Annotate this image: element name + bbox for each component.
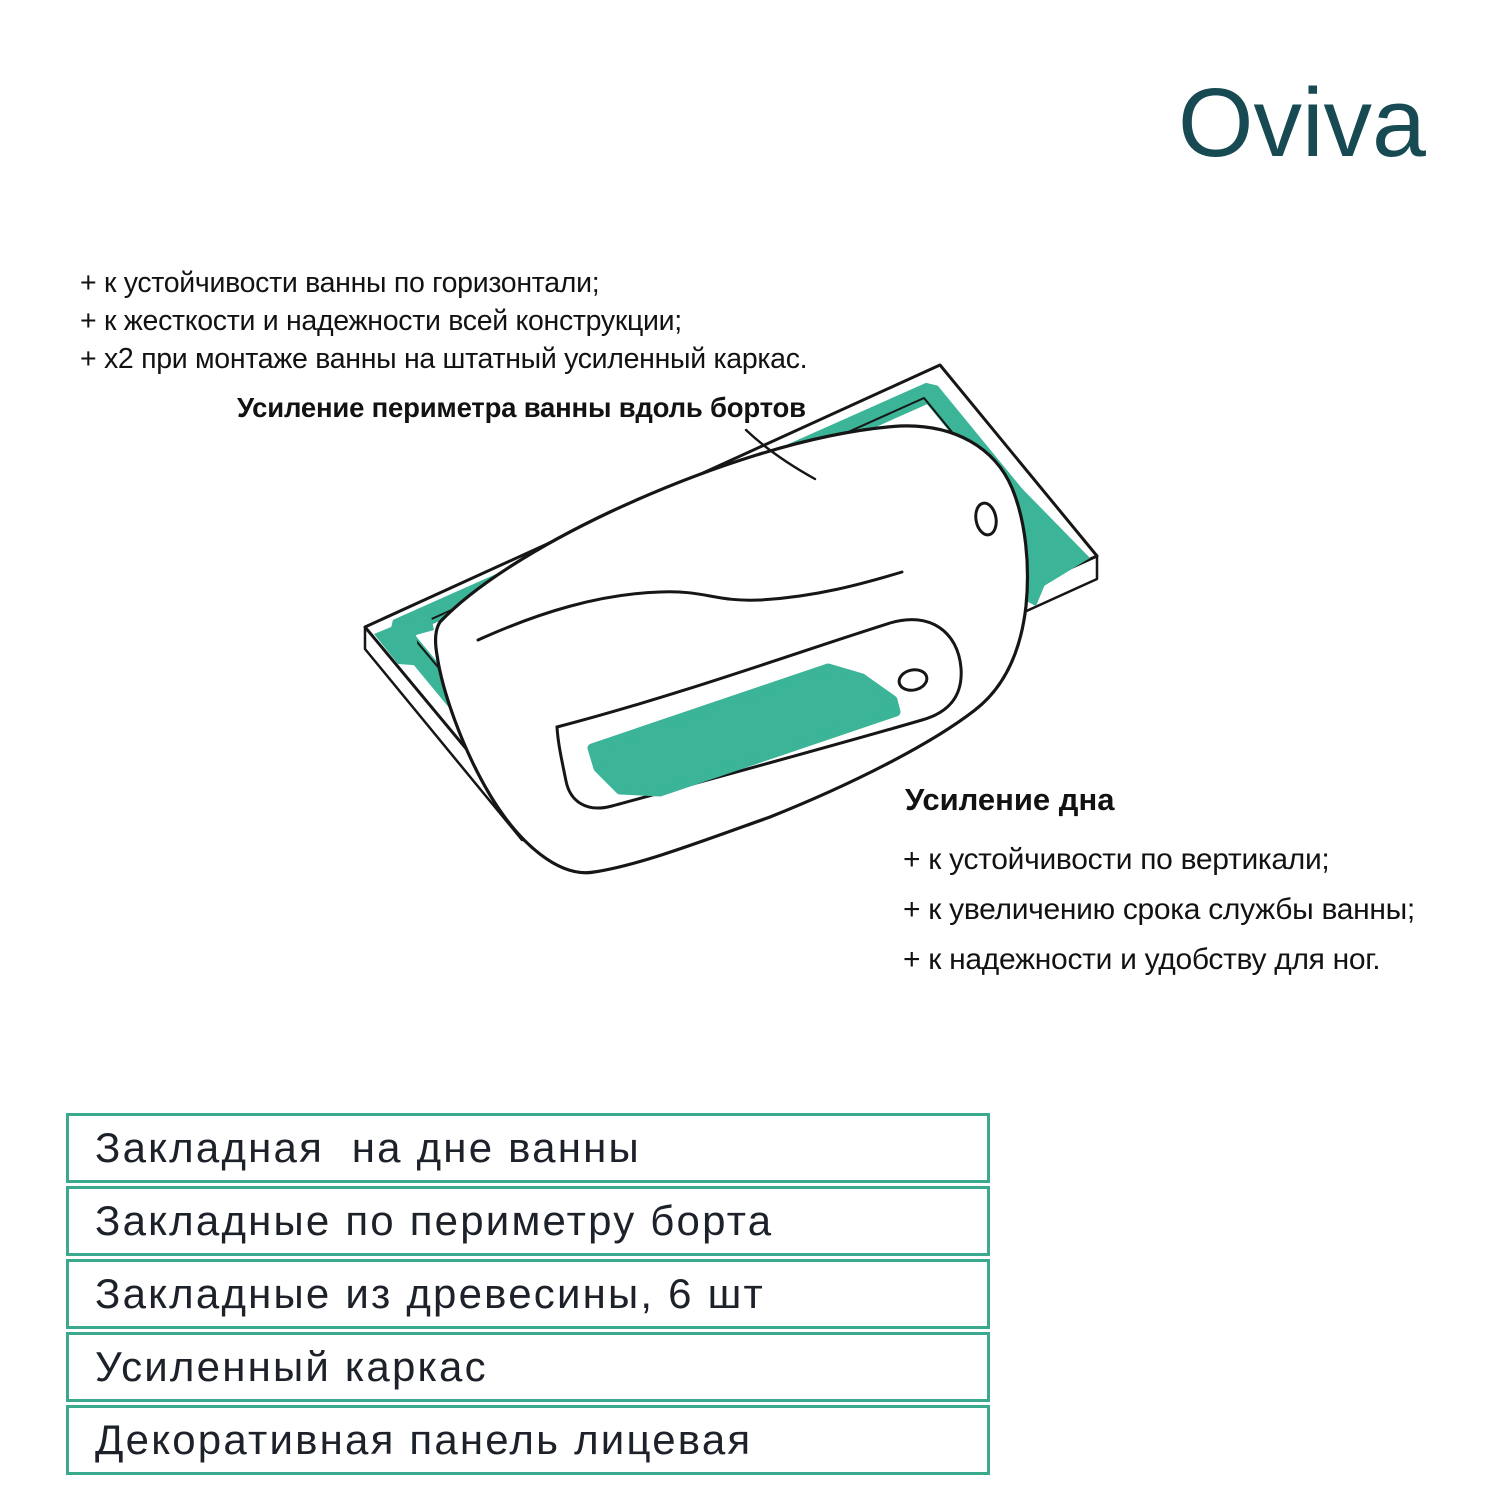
table-row-label: Закладные по периметру борта xyxy=(95,1197,774,1244)
table-row-label: Закладные из древесины, 6 шт xyxy=(95,1270,765,1317)
table-row-label: Закладная на дне ванны xyxy=(95,1124,641,1171)
components-table xyxy=(66,1113,990,1478)
perimeter-benefits-list xyxy=(80,264,808,378)
bottom-heading: Усиление дна xyxy=(905,782,1115,817)
table-row xyxy=(66,1405,990,1475)
table-row xyxy=(66,1332,990,1402)
perimeter-heading: Усиление периметра ванны вдоль бортов xyxy=(237,392,806,423)
bottom-benefit-2: + к увеличению срока службы ванны; xyxy=(903,893,1415,926)
brand-logo: Oviva xyxy=(1178,68,1426,177)
bottom-benefit-3: + к надежности и удобству для ног. xyxy=(903,943,1381,976)
table-row-label: Декоративная панель лицевая xyxy=(95,1416,753,1463)
bottom-benefits-list xyxy=(903,835,1463,985)
table-row xyxy=(66,1113,990,1183)
perimeter-benefit-1: + к устойчивости ванны по горизонтали; xyxy=(80,267,600,299)
perimeter-benefit-3: + х2 при монтаже ванны на штатный усиленный каркас. xyxy=(80,343,808,375)
table-row xyxy=(66,1259,990,1329)
bottom-benefit-1: + к устойчивости по вертикали; xyxy=(903,843,1330,876)
table-row-label: Усиленный каркас xyxy=(95,1343,488,1390)
perimeter-benefit-2: + к жесткости и надежности всей конструкции; xyxy=(80,305,682,337)
table-row xyxy=(66,1186,990,1256)
